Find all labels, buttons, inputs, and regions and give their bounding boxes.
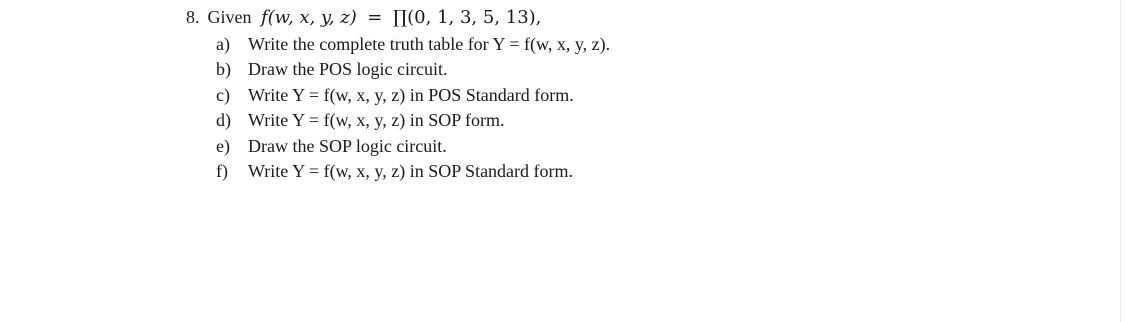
given-label: Given bbox=[207, 7, 252, 27]
part-text: Write the complete truth table for Y = f(w, x, y, z). bbox=[248, 34, 611, 54]
page-edge-divider bbox=[1120, 0, 1121, 322]
question-parts-list bbox=[216, 32, 610, 184]
part-text: Write Y = f(w, x, y, z) in POS Standard form. bbox=[248, 84, 574, 105]
part-letter: f) bbox=[216, 161, 228, 182]
part-text: Draw the SOP logic circuit. bbox=[248, 135, 447, 156]
part-letter: a) bbox=[216, 34, 230, 54]
question-part-e bbox=[216, 134, 610, 159]
part-text: Write Y = f(w, x, y, z) in SOP Standard form. bbox=[248, 161, 574, 182]
equals-sign: = bbox=[367, 7, 383, 28]
product-of-maxterms: ∏(0, 1, 3, 5, 13), bbox=[392, 7, 542, 28]
question-number: 8. bbox=[186, 7, 200, 27]
question-part-a bbox=[216, 32, 610, 57]
part-text: Write Y = f(w, x, y, z) in SOP form. bbox=[248, 110, 505, 131]
question-part-b bbox=[216, 57, 610, 82]
part-letter: e) bbox=[216, 135, 230, 156]
question-part-c bbox=[216, 83, 610, 108]
question-part-d bbox=[216, 108, 610, 133]
part-letter: b) bbox=[216, 59, 231, 80]
part-letter: d) bbox=[216, 110, 231, 131]
part-letter: c) bbox=[216, 84, 230, 105]
part-text: Draw the POS logic circuit. bbox=[248, 59, 448, 80]
question-header bbox=[186, 6, 541, 29]
function-expression: f(w, x, y, z) bbox=[261, 7, 357, 28]
question-part-f bbox=[216, 159, 610, 184]
